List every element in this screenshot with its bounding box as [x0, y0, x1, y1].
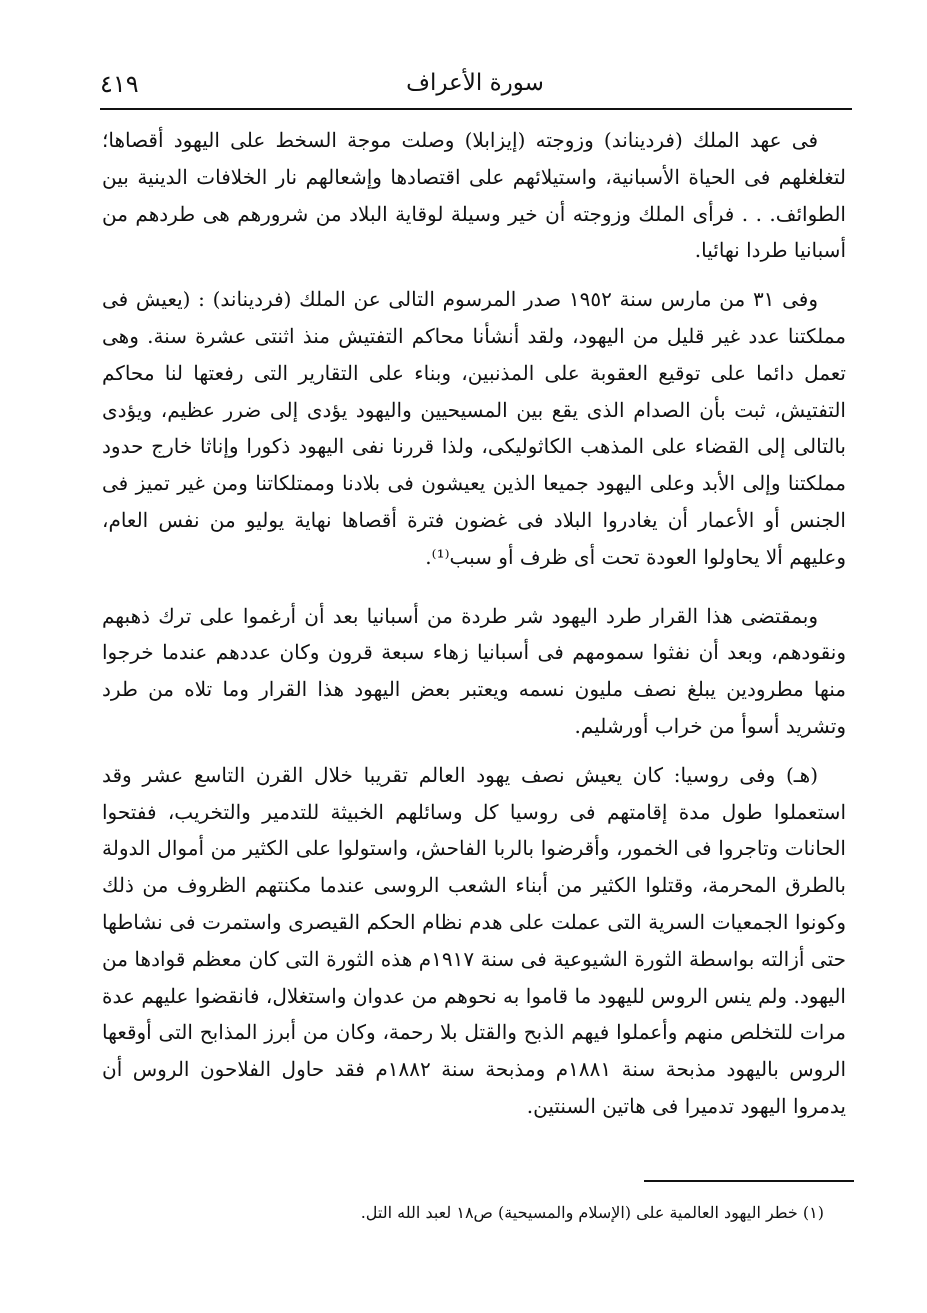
- surah-title: سورة الأعراف: [406, 70, 544, 96]
- paragraph-3: وبمقتضى هذا القرار طرد اليهود شر طردة من أسبانيا بعد أن أرغموا على ترك ذهبهم ونقودهم، وبعد أن نفثوا سمومهم فى أسبانيا زهاء سبعة قرون وكان عددهم عندما خرجوا منها مطرودين يبلغ نصف مليون نسمه ويعتبر بعض اليهود هذا القرار وما تلاه من طرد وتشريد أسوأ من خراب أورشليم.: [102, 603, 846, 738]
- paragraph-2: وفى ٣١ من مارس سنة ١٩٥٢ صدر المرسوم التالى عن الملك (فرديناند) : (يعيش فى مملكتنا عدد غير قليل من اليهود، ولقد أنشأنا محاكم التفتيش منذ اثنتى عشرة سنة. وهى تعمل دائما على توقيع العقوبة على المذنبين، وبناء على التقارير التى رفعتها لنا محاكم التفتيش، ثبت بأن الصدام الذى يقع بين المسيحيين واليهود يؤدى إلى ضرر عظيم، ويؤدى بالتالى إلى القضاء على المذهب الكاثوليكى، ولذا قررنا نفى اليهود ذكورا وإناثا خارج حدود مملكتنا وإلى الأبد وعلى اليهود جميعا الذين يعيشون فى بلادنا وممتلكاتنا ومن غير تميز فى الجنس أو الأعمار أن يغادروا البلاد فى غضون فترة أقصاها نهاية يوليو من نفس العام، وعليهم ألا يحاولوا العودة تحت أى ظرف أو سبب⁽¹⁾.: [102, 287, 846, 569]
- body-text: [102, 122, 846, 1125]
- paragraph-1: فى عهد الملك (فرديناند) وزوجته (إيزابلا) وصلت موجة السخط على اليهود أقصاها؛ لتغلغلهم فى الحياة الأسبانية، واستيلائهم على اقتصادها وإشعالهم نار الخلافات الدينية بين الطوائف. . . فرأى الملك وزوجته أن خير وسيلة لوقاية البلاد من شرورهم هى طردهم من أسبانيا طردا نهائيا.: [102, 128, 846, 263]
- footnote: (١) خطر اليهود العالمية على (الإسلام والمسيحية) ص١٨ لعبد الله التل.: [360, 1203, 824, 1222]
- running-header: [100, 66, 850, 106]
- footnote-rule: [644, 1180, 854, 1182]
- paragraph-4: (هـ) وفى روسيا: كان يعيش نصف يهود العالم تقريبا خلال القرن التاسع عشر وقد استعملوا طول مدة إقامتهم فى روسيا كل وسائلهم الخبيثة للتدمير والتخريب، ففتحوا الحانات وتاجروا فى الخمور، وأقرضوا بالربا الفاحش، واستولوا على الكثير من أموال الدولة بالطرق المحرمة، وقتلوا الكثير من أبناء الشعب الروسى عندما مكنتهم الظروف من ذلك وكونوا الجمعيات السرية التى عملت على هدم نظام الحكم القيصرى واستمرت فى نشاطها حتى أزالته بواسطة الثورة الشيوعية فى سنة ١٩١٧م هذه الثورة التى كان معظم قوادها من اليهود. ولم ينس الروس لليهود ما قاموا به نحوهم من عدوان واستغلال، فانقضوا عليهم عدة مرات للتخلص منهم وأعملوا فيهم الذبح والقتل بلا رحمة، وكان من أبرز المذابح التى أوقعها الروس باليهود مذبحة سنة ١٨٨١م ومذبحة سنة ١٨٨٢م فقد حاول الفلاحون الروس أن يدمروا اليهود تدميرا فى هاتين السنتين.: [102, 762, 847, 1118]
- header-rule: [100, 108, 852, 110]
- page-number: ٤١٩: [100, 70, 139, 98]
